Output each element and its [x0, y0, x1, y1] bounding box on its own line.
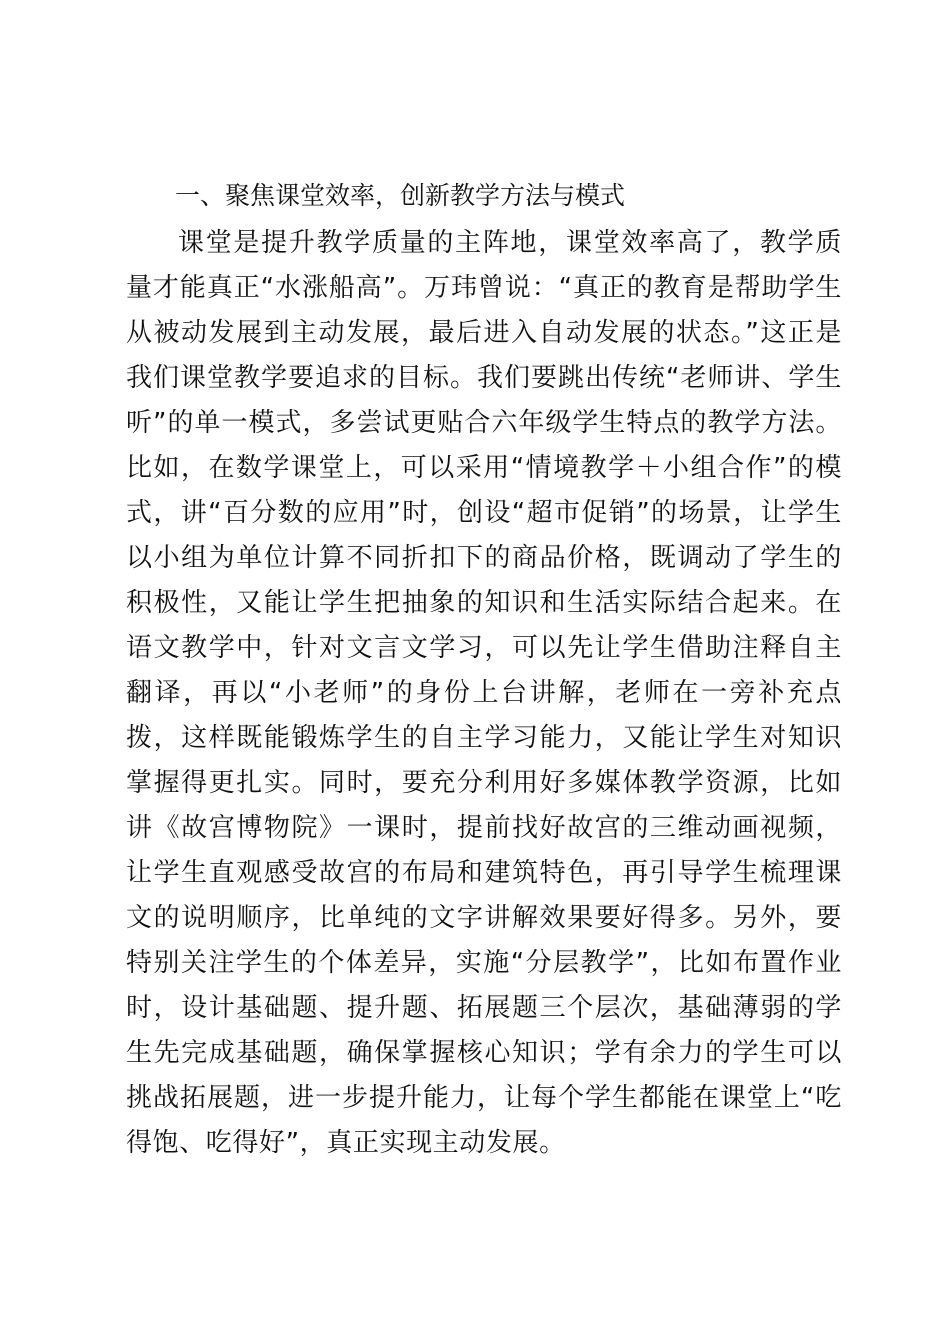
section-heading: 一、聚焦课堂效率，创新教学方法与模式	[175, 181, 626, 210]
body-paragraph: 课堂是提升教学质量的主阵地，课堂效率高了，教学质量才能真正“水涨船高”。万玮曾说：“真正的教育是帮助学生从被动发展到主动发展，最后进入自动发展的状态。”这正是我们课堂教学要追求的目标。我们要跳出传统“老师讲、学生听”的单一模式，多尝试更贴合六年级学生特点的教学方法。比如，在数学课堂上，可以采用“情境教学＋小组合作”的模式，讲“百分数的应用”时，创设“超市促销”的场景，让学生以小组为单位计算不同折扣下的商品价格，既调动了学生的积极性，又能让学生把抽象的知识和生活实际结合起来。在语文教学中，针对文言文学习，可以先让学生借助注释自主翻译，再以“小老师”的身份上台讲解，老师在一旁补充点拨，这样既能锻炼学生的自主学习能力，又能让学生对知识掌握得更扎实。同时，要充分利用好多媒体教学资源，比如讲《故宫博物院》一课时，提前找好故宫的三维动画视频，让学生直观感受故宫的布局和建筑特色，再引导学生梳理课文的说明顺序，比单纯的文字讲解效果要好得多。另外，要特别关注学生的个体差异，实施“分层教学”，比如布置作业时，设计基础题、提升题、拓展题三个层次，基础薄弱的学生先完成基础题，确保掌握核心知识；学有余力的学生可以挑战拓展题，进一步提升能力，让每个学生都能在课堂上“吃得饱、吃得好”，真正实现主动发展。	[126, 228, 842, 1158]
